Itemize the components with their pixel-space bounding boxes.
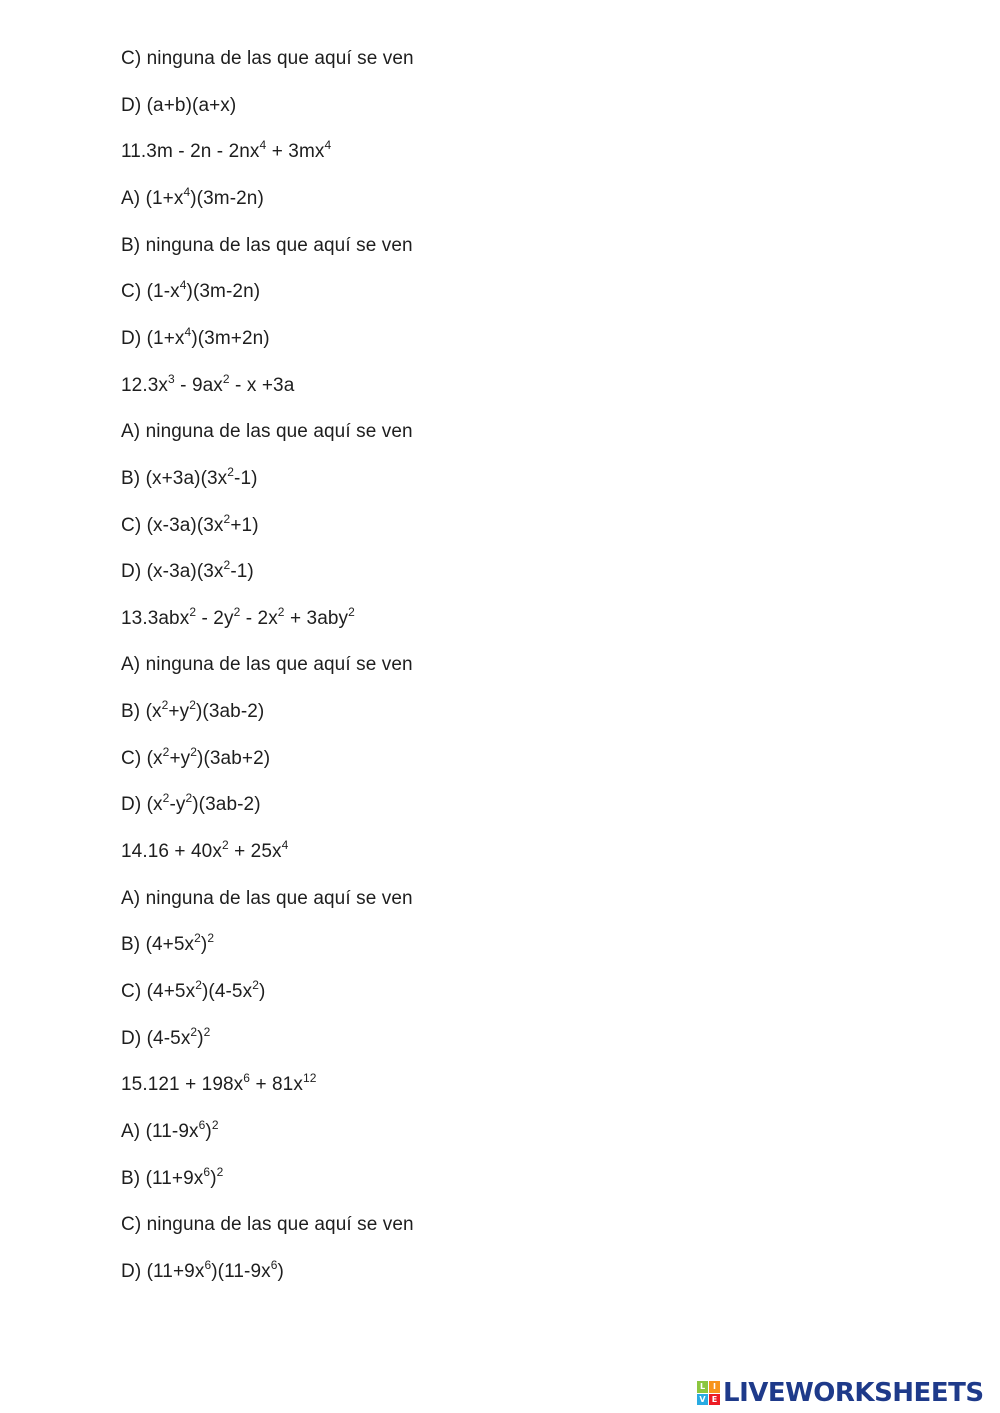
- answer-option: B) $(x^2+y^2)(3ab-2)$: [121, 698, 265, 722]
- answer-option: C) $(x^2+y^2)(3ab+2)$: [121, 745, 271, 769]
- answer-option: C) $(4+5x^2)(4-5x^2)$: [121, 978, 266, 1002]
- answer-option: D) $(11+9x^6)(11-9x^6)$: [121, 1258, 284, 1282]
- question-text: $14.16 + 40x^2 + 25x^4$: [121, 838, 289, 862]
- answer-option: A) $(11-9x^6)^2$: [121, 1118, 219, 1142]
- answer-option: D) (a+b)(a+x): [121, 95, 237, 116]
- answer-option: B) $(11+9x^6)^2$: [121, 1165, 224, 1189]
- question-text: $11.3m - 2n - 2nx^4 + 3mx^4$: [121, 138, 332, 162]
- answer-option: C) ninguna de las que aquí se ven: [121, 1214, 414, 1235]
- answer-option: A) $(1+x^4)(3m-2n)$: [121, 185, 264, 209]
- answer-option: C) $(1-x^4)(3m-2n)$: [121, 278, 261, 302]
- answer-option: C) $(x-3a)(3x^2+1)$: [121, 512, 259, 536]
- answer-option: B) $(x+3a)(3x^2-1)$: [121, 465, 258, 489]
- answer-option: D) $(1+x^4)(3m+2n)$: [121, 325, 270, 349]
- answer-option: A) ninguna de las que aquí se ven: [121, 421, 413, 442]
- answer-option: A) ninguna de las que aquí se ven: [121, 888, 413, 909]
- answer-option: B) ninguna de las que aquí se ven: [121, 235, 413, 256]
- logo-text: LIVEWORKSHEETS: [723, 1378, 984, 1408]
- answer-option: D) $(4-5x^2)^2$: [121, 1025, 211, 1049]
- question-text: $13.3abx^2 - 2y^2 - 2x^2 + 3aby^2$: [121, 605, 355, 629]
- answer-option: D) $(x-3a)(3x^2-1)$: [121, 558, 254, 582]
- liveworksheets-logo-mark-icon: L I V E: [697, 1381, 720, 1405]
- answer-option: B) $(4+5x^2)^2$: [121, 931, 215, 955]
- answer-option: C) ninguna de las que aquí se ven: [121, 48, 414, 69]
- liveworksheets-logo: [697, 1378, 984, 1408]
- answer-option: D) $(x^2-y^2)(3ab-2)$: [121, 791, 261, 815]
- question-text: $15.121 + 198x^6 + 81x^{12}$: [121, 1071, 317, 1095]
- question-text: $12.3x^3 - 9ax^2 - x +3a$: [121, 372, 295, 396]
- answer-option: A) ninguna de las que aquí se ven: [121, 654, 413, 675]
